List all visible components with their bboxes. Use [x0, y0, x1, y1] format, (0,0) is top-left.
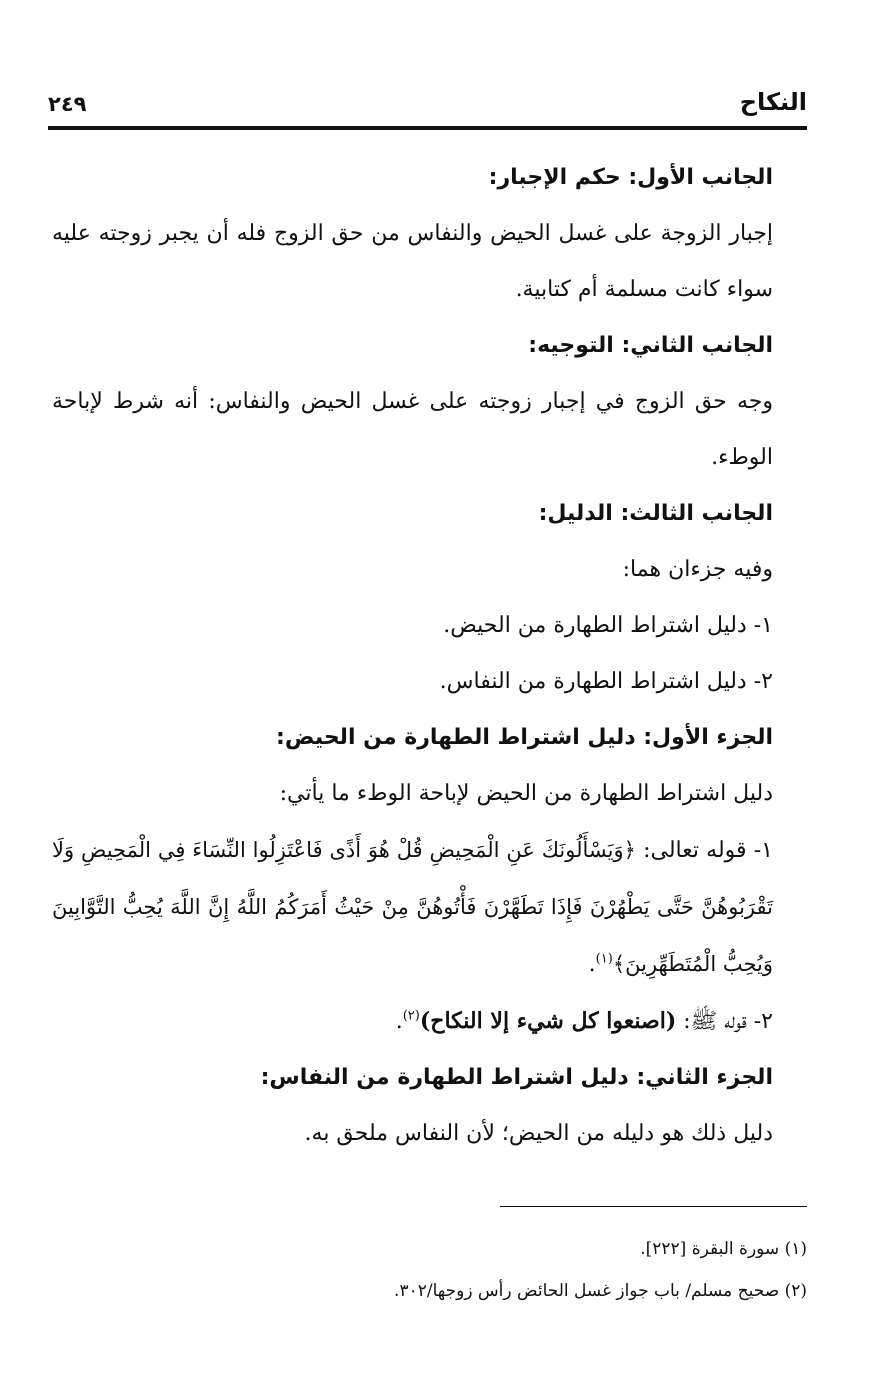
- section-heading-3: الجانب الثالث: الدليل:: [538, 501, 773, 526]
- evidence-2: ٢- قوله ﷺ: (اصنعوا كل شيء إلا النكاح)$^{(٢)}$.: [395, 1008, 773, 1034]
- running-title: النكاح: [739, 88, 807, 116]
- subsection-heading-2: الجزء الثاني: دليل اشتراط الطهارة من النفاس:: [260, 1065, 773, 1090]
- footnote-2: (٢) صحيح مسلم/ باب جواز غسل الحائض رأس زوجها/٣٠٢.: [394, 1281, 807, 1301]
- section-heading-2: الجانب الثاني: التوجيه:: [528, 333, 773, 358]
- footnote-ref-1[interactable]: (١): [595, 951, 613, 967]
- list-item-1: ١- دليل اشتراط الطهارة من الحيض.: [443, 613, 773, 638]
- evidence-2-intro: ٢- قوله ﷺ:: [683, 1009, 773, 1034]
- footnote-1: (١) سورة البقرة [٢٢٢].: [640, 1239, 807, 1259]
- paragraph-5: دليل ذلك هو دليله من الحيض؛ لأن النفاس ملحق به.: [304, 1121, 773, 1146]
- evidence-1-intro: ١- قوله تعالى:: [643, 838, 773, 863]
- footnote-ref-2[interactable]: (٢): [402, 1008, 420, 1024]
- list-item-2: ٢- دليل اشتراط الطهارة من النفاس.: [439, 669, 773, 694]
- section-heading-1: الجانب الأول: حكم الإجبار:: [488, 165, 773, 190]
- hadith-quote: (اصنعوا كل شيء إلا النكاح): [419, 1008, 677, 1034]
- quran-verse: ﴿وَيَسْأَلُونَكَ عَنِ الْمَحِيضِ قُلْ هُوَ أَذًى فَاعْتَزِلُوا النِّسَاءَ فِي الْمَحِيضِ وَلَا تَقْرَبُوهُنَّ حَتَّى يَطْهُرْنَ فَإِذَا تَطَهَّرْنَ فَأْتُوهُنَّ مِنْ حَيْثُ أَمَرَكُمُ اللَّهُ إِنَّ اللَّهَ يُحِبُّ التَّوَّابِينَ وَيُحِبُّ الْمُتَطَهِّرِينَ﴾: [52, 838, 773, 976]
- paragraph-4: دليل اشتراط الطهارة من الحيض لإباحة الوطء ما يأتي:: [279, 781, 773, 806]
- body-text: [52, 150, 807, 1162]
- subsection-heading-1: الجزء الأول: دليل اشتراط الطهارة من الحيض:: [276, 725, 773, 750]
- footnote-rule: [500, 1206, 807, 1207]
- page-number: ٢٤٩: [48, 92, 87, 116]
- paragraph-2: وجه حق الزوج في إجبار زوجته على غسل الحيض والنفاس: أنه شرط لإباحة الوطء.: [52, 389, 773, 470]
- header-rule: [48, 126, 807, 130]
- evidence-1: ١- قوله تعالى: ﴿وَيَسْأَلُونَكَ عَنِ الْمَحِيضِ قُلْ هُوَ أَذًى فَاعْتَزِلُوا النِّسَاءَ فِي الْمَحِيضِ وَلَا تَقْرَبُوهُنَّ حَتَّى يَطْهُرْنَ فَإِذَا تَطَهَّرْنَ فَأْتُوهُنَّ مِنْ حَيْثُ أَمَرَكُمُ اللَّهُ إِنَّ اللَّهَ يُحِبُّ التَّوَّابِينَ وَيُحِبُّ الْمُتَطَهِّرِينَ﴾$^{(١)}$.: [52, 838, 773, 977]
- paragraph-3: وفيه جزءان هما:: [622, 557, 773, 582]
- paragraph-1: إجبار الزوجة على غسل الحيض والنفاس من حق الزوج فله أن يجبر زوجته عليه سواء كانت مسلمة أم كتابية.: [52, 221, 773, 302]
- footnotes: [52, 1228, 807, 1312]
